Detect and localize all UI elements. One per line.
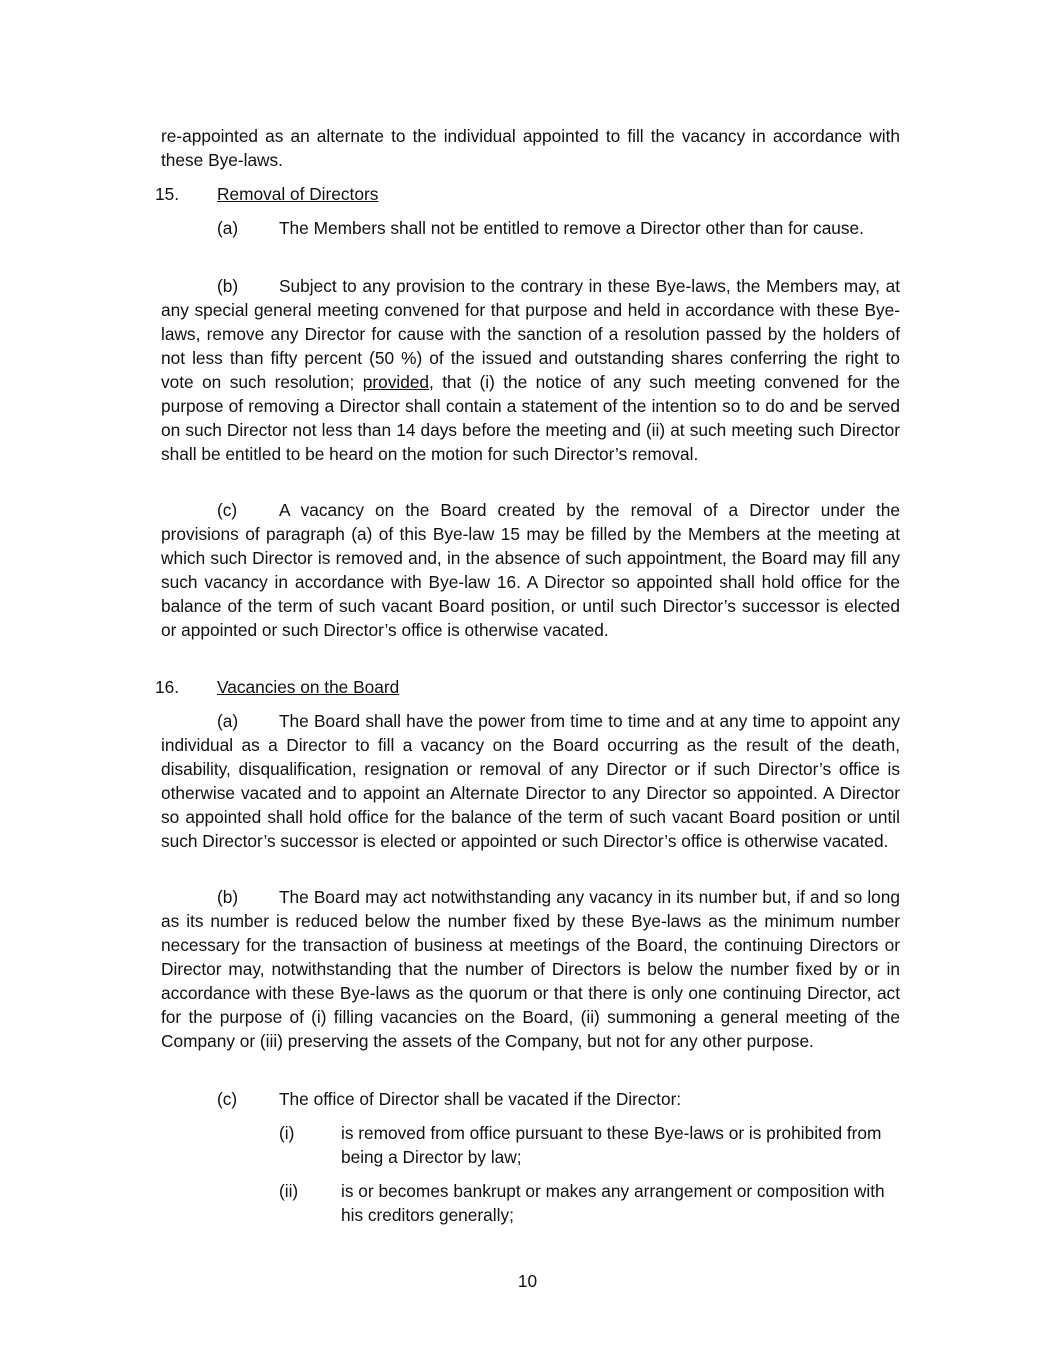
list-item bbox=[279, 1179, 900, 1227]
provided-term: provided bbox=[362, 372, 430, 392]
section-15-a-text: The Members shall not be entitled to remove a Director other than for cause. bbox=[279, 218, 864, 238]
list-item-label: (i) bbox=[279, 1123, 295, 1143]
section-16-number: 16. bbox=[155, 677, 180, 697]
section-16-c-text: The office of Director shall be vacated if the Director: bbox=[279, 1089, 682, 1109]
section-16-a-text: The Board shall have the power from time to time and at any time to appoint any individual as a Director to fill a vacancy on the Board occurring as the result of the death, disability, disqualification, resignation or removal of any Director or if such Director’s office is otherwise vacated and to appoint an Alternate Director to any Director so appointed. A Director so appointed shall hold office for the balance of the term of such vacant Board position or until such Director’s successor is elected or appointed or such Director’s office is otherwise vacated. bbox=[161, 711, 900, 851]
section-15-paragraph-c bbox=[161, 498, 900, 642]
section-15-b-label: (b) bbox=[217, 276, 239, 296]
list-item-label: (ii) bbox=[279, 1181, 299, 1201]
section-16-b-label: (b) bbox=[217, 887, 239, 907]
section-16-title: Vacancies on the Board bbox=[217, 677, 400, 697]
section-16-paragraph-a bbox=[161, 709, 900, 853]
section-15-b-text-1: Subject to any provision to the contrary in these Bye-laws, the Members may, at any special general meeting convened for that purpose and held in accordance with these Bye-laws, remove any Director for cause with the sanction of a resolution passed by the holders of not less than fifty percent (50 %) of the issued and outstanding shares conferring the right to vote on such resolution; bbox=[161, 276, 900, 392]
section-15-number: 15. bbox=[155, 184, 180, 204]
section-15-paragraph-b bbox=[161, 274, 900, 466]
section-15-c-text: A vacancy on the Board created by the removal of a Director under the provisions of paragraph (a) of this Bye-law 15 may be filled by the Members at the meeting at which such Director is removed and, in the absence of such appointment, the Board may fill any such vacancy in accordance with Bye-law 16. A Director so appointed shall hold office for the balance of the term of such vacant Board position, or until such Director’s successor is elected or appointed or such Director’s office is otherwise vacated. bbox=[161, 500, 900, 640]
list-item-text: is removed from office pursuant to these Bye-laws or is prohibited from being a Director by law; bbox=[341, 1123, 882, 1167]
section-15-a-label: (a) bbox=[217, 218, 239, 238]
list-item-text: is or becomes bankrupt or makes any arrangement or composition with his creditors generally; bbox=[341, 1181, 885, 1225]
section-15-c-label: (c) bbox=[217, 500, 238, 520]
section-15-heading bbox=[155, 182, 378, 206]
section-15-title: Removal of Directors bbox=[217, 184, 379, 204]
section-16-a-label: (a) bbox=[217, 711, 239, 731]
section-16-heading bbox=[155, 675, 399, 699]
carryover-paragraph: re-appointed as an alternate to the individual appointed to fill the vacancy in accordance with these Bye-laws. bbox=[161, 126, 900, 170]
section-15-b-text-2: , that (i) the notice of any such meeting convened for the purpose of removing a Director shall contain a statement of the intention so to do and be served on such Director not less than 14 days before the meeting and (ii) at such meeting such Director shall be entitled to be heard on the motion for such Director’s removal. bbox=[161, 372, 901, 464]
page-number: 10 bbox=[517, 1271, 538, 1291]
section-15-paragraph-a bbox=[161, 216, 900, 240]
section-16-paragraph-b bbox=[161, 885, 900, 1053]
list-item bbox=[279, 1121, 900, 1169]
section-16-c-label: (c) bbox=[217, 1089, 238, 1109]
section-16-b-text: The Board may act notwithstanding any vacancy in its number but, if and so long as its number is reduced below the number fixed by these Bye-laws as the minimum number necessary for the transaction of business at meetings of the Board, the continuing Directors or Director may, notwithstanding that the number of Directors is below the number fixed by or in accordance with these Bye-laws as the quorum or that there is only one continuing Director, act for the purpose of (i) filling vacancies on the Board, (ii) summoning a general meeting of the Company or (iii) preserving the assets of the Company, but not for any other purpose. bbox=[161, 887, 900, 1051]
section-16-paragraph-c bbox=[161, 1087, 900, 1111]
